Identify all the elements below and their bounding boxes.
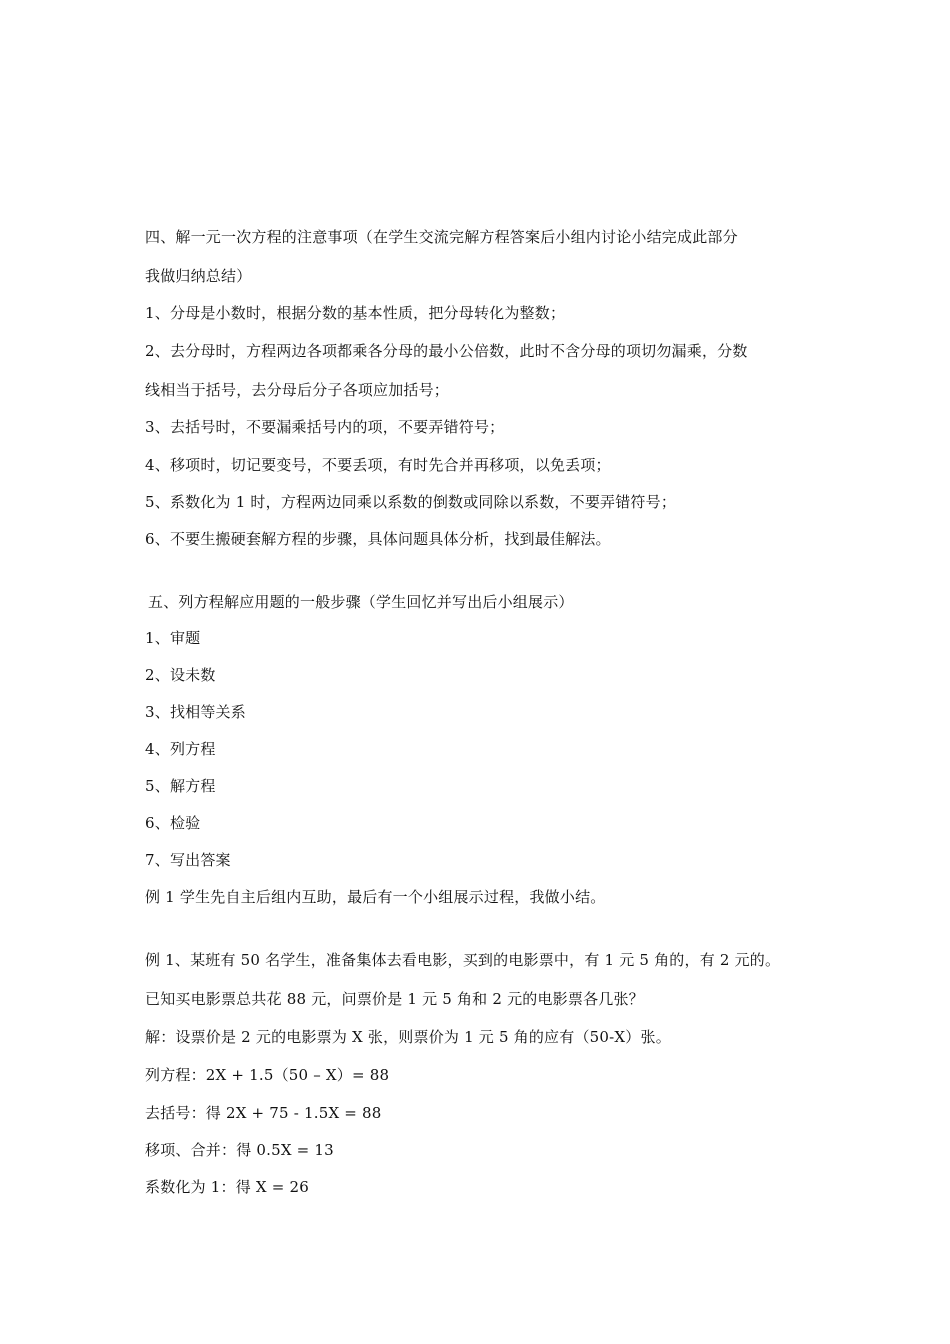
example1-expand: 去括号：得 2X + 75 - 1.5X = 88 <box>145 1104 382 1122</box>
example1-coefficient: 系数化为 1：得 X = 26 <box>145 1178 309 1196</box>
example1-solution: 解：设票价是 2 元的电影票为 X 张，则票价为 1 元 5 角的应有（50-X）张。 <box>145 1028 671 1046</box>
section5-step: 3、找相等关系 <box>145 703 246 721</box>
section4-item: 2、去分母时，方程两边各项都乘各分母的最小公倍数，此时不含分母的项切勿漏乘，分数 <box>145 342 748 360</box>
example1-line2: 已知买电影票总共花 88 元，问票价是 1 元 5 角和 2 元的电影票各几张？ <box>145 990 644 1008</box>
section4-item: 1、分母是小数时，根据分数的基本性质，把分母转化为整数； <box>145 304 566 322</box>
section5-step: 4、列方程 <box>145 740 216 758</box>
section5-step: 5、解方程 <box>145 777 216 795</box>
section5-note: 例 1 学生先自主后组内互助，最后有一个小组展示过程，我做小结。 <box>145 888 606 906</box>
section4-item: 5、系数化为 1 时，方程两边同乘以系数的倒数或同除以系数，不要弄错符号； <box>145 493 677 511</box>
section4-title-line1: 四、解一元一次方程的注意事项（在学生交流完解方程答案后小组内讨论小结完成此部分 <box>145 228 738 246</box>
section5-step: 7、写出答案 <box>145 851 231 869</box>
section5-title: 五、列方程解应用题的一般步骤（学生回忆并写出后小组展示） <box>148 593 574 611</box>
section4-item: 6、不要生搬硬套解方程的步骤，具体问题具体分析，找到最佳解法。 <box>145 530 611 548</box>
example1-line1: 例 1、某班有 50 名学生，准备集体去看电影，买到的电影票中，有 1 元 5 角的，有 2 元的。 <box>145 951 781 969</box>
section5-step: 6、检验 <box>145 814 201 832</box>
section5-step: 1、审题 <box>145 629 201 647</box>
section4-item: 3、去括号时，不要漏乘括号内的项，不要弄错符号； <box>145 418 505 436</box>
section4-title-line2: 我做归纳总结） <box>145 267 252 285</box>
example1-equation: 列方程：2X + 1.5（50 – X）= 88 <box>145 1066 390 1084</box>
example1-combine: 移项、合并：得 0.5X = 13 <box>145 1141 334 1159</box>
section4-item: 线相当于括号，去分母后分子各项应加括号； <box>145 381 450 399</box>
section5-step: 2、设未数 <box>145 666 216 684</box>
section4-item: 4、移项时，切记要变号，不要丢项，有时先合并再移项，以免丢项； <box>145 456 611 474</box>
